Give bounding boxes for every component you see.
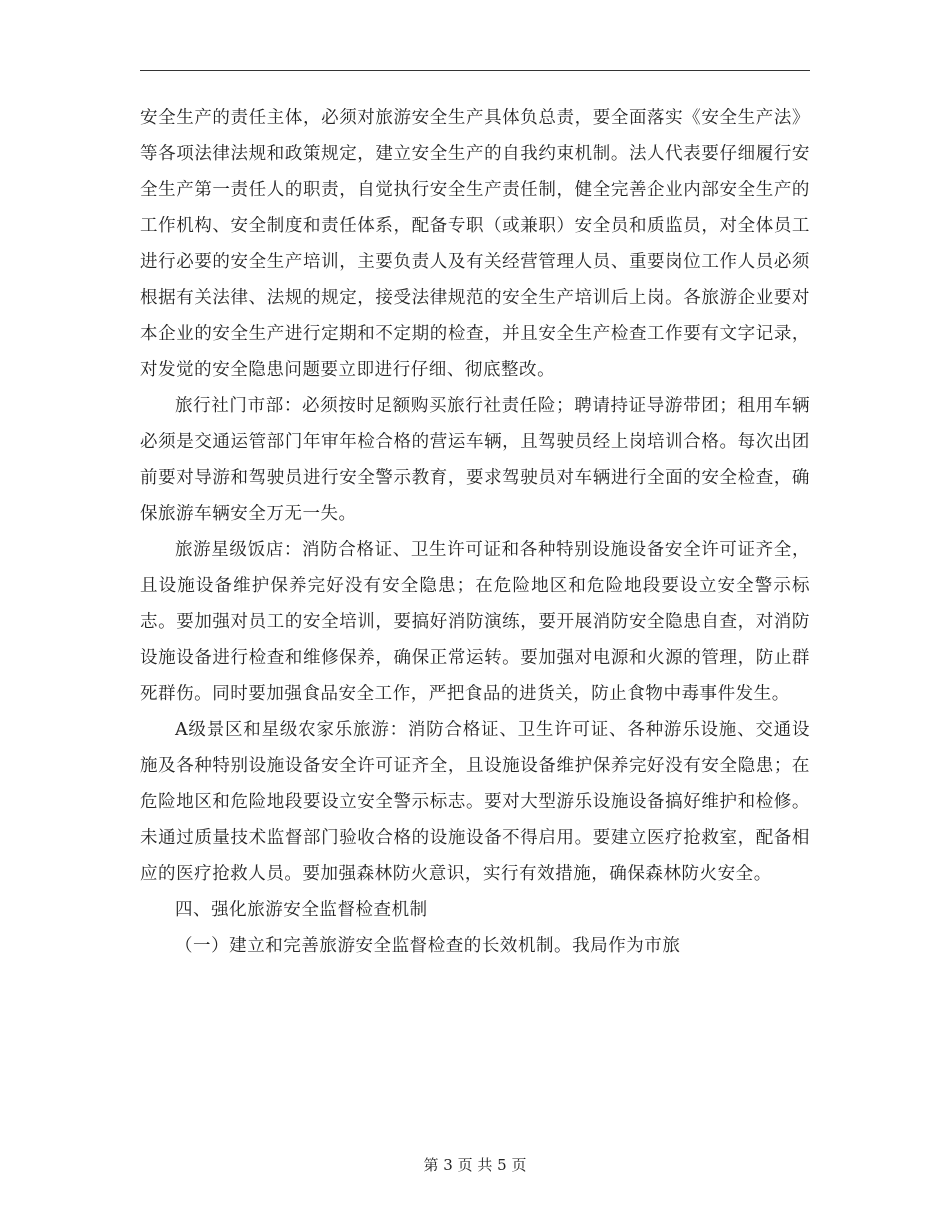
paragraph-responsibility: 安全生产的责任主体，必须对旅游安全生产具体负总责，要全面落实《安全生产法》等各项法律法规和政策规定，建立安全生产的自我约束机制。法人代表要仔细履行安全生产第一责任人的职责，自觉执行安全生产责任制，健全完善企业内部安全生产的工作机构、安全制度和责任体系，配备专职（或兼职）安全员和质监员，对全体员工进行必要的安全生产培训，主要负责人及有关经营管理人员、重要岗位工作人员必须根据有关法律、法规的规定，接受法律规范的安全生产培训后上岗。各旅游企业要对本企业的安全生产进行定期和不定期的检查，并且安全生产检查工作要有文字记录，对发觉的安全隐患问题要立即进行仔细、彻底整改。 [140,108,810,380]
paragraph-subsection-1: （一）建立和完善旅游安全监督检查的长效机制。我局作为市旅 [175,936,681,956]
paragraph-scenic-area: A级景区和星级农家乐旅游：消防合格证、卫生许可证、各种游乐设施、交通设施及各种特别设施设备安全许可证齐全，且设施设备维护保养完好没有安全隐患；在危险地区和危险地段要设立安全警示标志。要对大型游乐设施设备搞好维护和检修。未通过质量技术监督部门验收合格的设施设备不得启用。要建立医疗抢救室，配备相应的医疗抢救人员。要加强森林防火意识，实行有效措施，确保森林防火安全。 [140,720,810,884]
paragraph-travel-agency: 旅行社门市部：必须按时足额购买旅行社责任险；聘请持证导游带团；租用车辆必须是交通运管部门年审年检合格的营运车辆，且驾驶员经上岗培训合格。每次出团前要对导游和驾驶员进行安全警示教育，要求驾驶员对车辆进行全面的安全检查，确保旅游车辆安全万无一失。 [140,396,810,524]
paragraph-star-hotel: 旅游星级饭店：消防合格证、卫生许可证和各种特别设施设备安全许可证齐全，且设施设备维护保养完好没有安全隐患；在危险地区和危险地段要设立安全警示标志。要加强对员工的安全培训，要搞好消防演练，要开展消防安全隐患自查，对消防设施设备进行检查和维修保养，确保正常运转。要加强对电源和火源的管理，防止群死群伤。同时要加强食品安全工作，严把食品的进货关，防止食物中毒事件发生。 [140,540,810,704]
section-heading: 四、强化旅游安全监督检查机制 [175,900,428,920]
document-body [140,100,810,964]
header-rule [140,70,810,71]
page-number-footer: 第 3 页 共 5 页 [423,1156,527,1174]
